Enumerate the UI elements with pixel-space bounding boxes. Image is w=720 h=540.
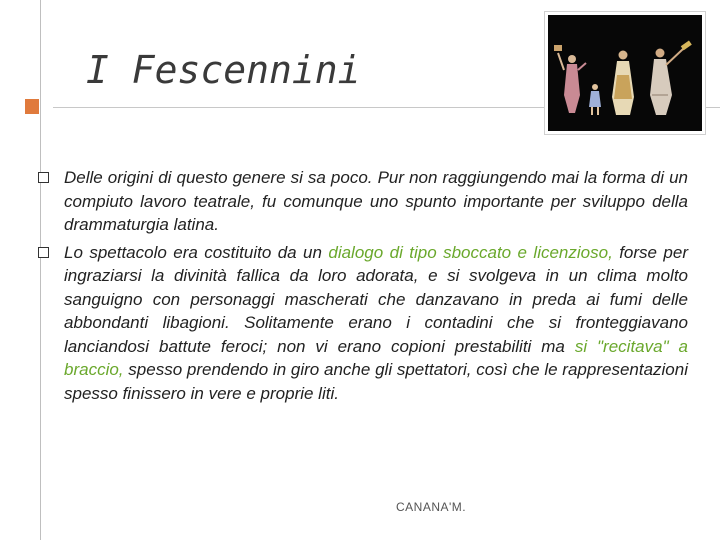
bullet-item: [38, 241, 688, 406]
bullet-text: [64, 166, 688, 237]
text-segment: Lo spettacolo era costituito da un: [64, 242, 329, 262]
text-segment: forse per ingraziarsi la divinità fallica da loro adorata, e si svolgeva in un clima molto sanguigno con personaggi mascherati che danzavano in preda ai fumi delle abbondanti libagioni. Solitamente erano i contadini che si fronteggiavano lanciandosi battute feroci; non vi erano copioni prestabiliti ma: [64, 242, 688, 356]
text-segment: Delle origini di questo genere si sa poco. Pur non raggiungendo mai la forma di un compiuto lavoro teatrale, fu comunque uno spunto importante per sviluppo della drammaturgia latina.: [64, 168, 688, 234]
fresco-image: [545, 12, 705, 134]
footer-credit: CANANA'M.: [396, 500, 467, 514]
bullet-item: [38, 166, 688, 237]
slide-title: I Fescennini: [86, 48, 361, 92]
highlighted-text: dialogo di tipo sboccato e licenzioso,: [328, 242, 613, 262]
bullet-list: [38, 166, 688, 409]
bullet-text: [64, 241, 688, 406]
text-segment: spesso prendendo in giro anche gli spettatori, così che le rappresentazioni spesso finissero in vere e proprie liti.: [64, 360, 688, 403]
square-bullet-icon: [38, 247, 49, 258]
square-bullet-icon: [38, 172, 49, 183]
highlighted-text: si "recitava" a braccio,: [64, 336, 688, 379]
fresco-figures: [548, 15, 702, 131]
accent-marker: [25, 99, 39, 114]
